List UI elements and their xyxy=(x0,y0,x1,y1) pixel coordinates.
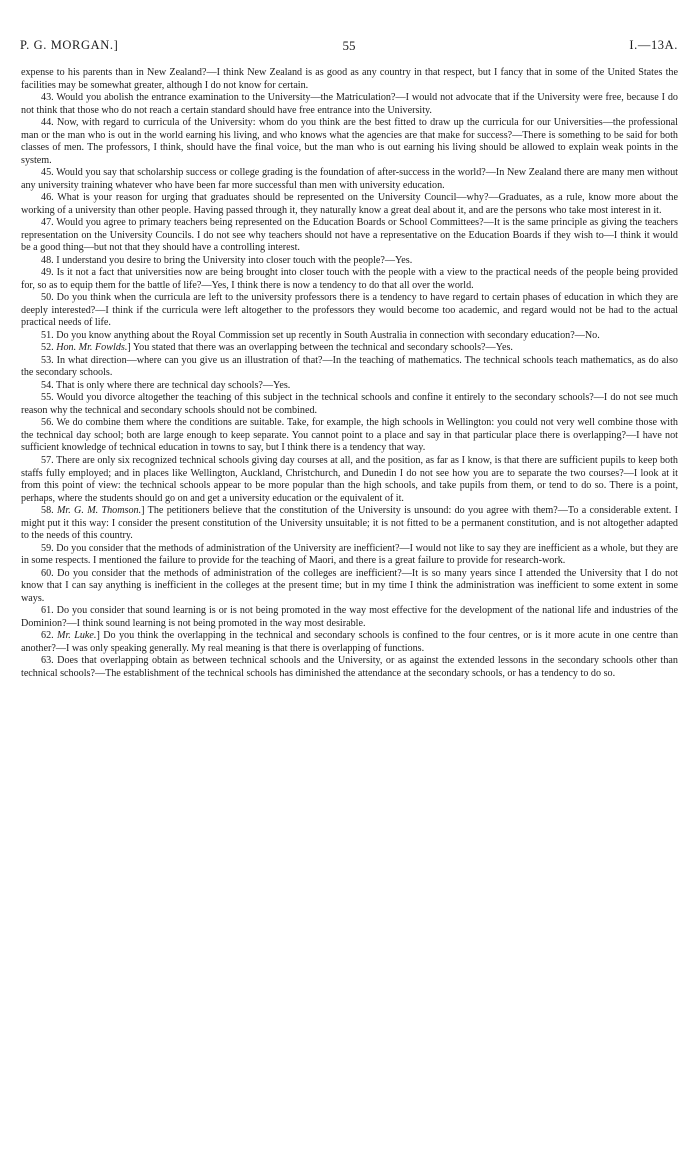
paragraph xyxy=(21,568,678,606)
question-number: 52. xyxy=(41,342,57,354)
paragraph-text: 44. Now, with regard to curricula of the University: whom do you think are the best fitted to draw up the curricula for our Universities—the professional man or the man who is out in the world earning his living, and who knows what the agencies are that make for success?—There is something to be said for both classes of men. The professors, I think, should have the final voice, but the man who is out earning his living should be allowed to explain weak points in the system. xyxy=(21,117,678,166)
paragraph xyxy=(21,292,678,330)
paragraph xyxy=(21,455,678,505)
paragraph-text: 43. Would you abolish the entrance examination to the University—the Matriculation?—I would not advocate that if the University were free, because I do not think that those who do not reach a certain standard should have free entrance into the University. xyxy=(21,92,678,116)
paragraph xyxy=(21,543,678,568)
paragraph-text: 54. That is only where there are technical day schools?—Yes. xyxy=(41,379,291,391)
paragraph-text: ] The petitioners believe that the constitution of the University is unsound: do you agree with them?—To a considerable extent. I might put it this way: I consider the present constitution of the University unsuitable; it is not fitted to be a permanent constitution, and is not altogether adapted to the needs of this country. xyxy=(21,505,678,542)
paragraph xyxy=(21,342,678,355)
paragraph xyxy=(21,605,678,630)
paragraph-text: 59. Do you consider that the methods of administration of the University are inefficient?—I would not like to say they are inefficient as a whole, but they are in some respects. I mentioned the failure to provide for the teaching of Maori, and there is a great failure to provide for research-work. xyxy=(21,542,678,567)
paragraph-text: 47. Would you agree to primary teachers being represented on the Education Boards or School Committees?—It is the same principle as giving the teachers representation on the University Councils. I do not see why teachers should not have a representative on the Education Boards if they wish to—I think it would be a good thing—but not that they should have a controlling interest. xyxy=(21,217,678,254)
document-body xyxy=(21,67,678,680)
paragraph xyxy=(21,255,678,268)
paragraph xyxy=(21,355,678,380)
paragraph-text: 53. In what direction—where can you give us an illustration of that?—In the teaching of mathematics. The technical schools teach mathematics, as do also the secondary schools. xyxy=(21,354,678,379)
paragraph-text: 63. Does that overlapping obtain as between technical schools and the University, or as against the extended lessons in the secondary schools other than technical schools?—The establishment of the technical schools has diminished the attendance at the secondary schools, or has a tendency to do so. xyxy=(21,655,678,679)
paragraph-text: 48. I understand you desire to bring the University into closer touch with the people?—Yes. xyxy=(41,254,413,266)
paragraph xyxy=(21,380,678,393)
paragraph xyxy=(21,67,678,92)
paragraph xyxy=(21,505,678,543)
question-number: 58. xyxy=(41,505,57,517)
paragraph-text: 60. Do you consider that the methods of administration of the colleges are inefficient?—It is so many years since I attended the University that I do not know that I can say anything is inefficient in the colleges at the present time; but in my time I think the administration was inefficient to some extent in some ways. xyxy=(21,567,678,604)
document-reference: I.—13A. xyxy=(629,38,678,52)
page-number: 55 xyxy=(342,38,356,53)
paragraph xyxy=(21,417,678,455)
paragraph xyxy=(21,217,678,255)
paragraph-text: expense to his parents than in New Zealand?—I think New Zealand is as good as any country in that respect, but I fancy that in some of the United States the facilities may be somewhat greater, although I do not know for certain. xyxy=(21,67,678,91)
question-number: 62. xyxy=(41,630,58,642)
paragraph-text: 51. Do you know anything about the Royal Commission set up recently in South Australia in connection with secondary education?—No. xyxy=(41,329,600,341)
paragraph-text: 55. Would you divorce altogether the teaching of this subject in the technical schools and confine it entirely to the secondary schools?—I do not see much reason why the technical and secondary schools should not be combined. xyxy=(21,392,678,416)
paragraph-text: 46. What is your reason for urging that graduates should be represented on the University Council—why?—Graduates, as a rule, know more about the working of a university than other people. Having passed through it, they naturally know a great deal about it, and are the persons who take most interest in it. xyxy=(21,192,678,216)
paragraph xyxy=(21,267,678,292)
paragraph xyxy=(21,630,678,655)
speaker-name: Mr. G. M. Thomson. xyxy=(56,505,142,517)
paragraph xyxy=(21,92,678,117)
paragraph xyxy=(21,117,678,167)
paragraph-text: 45. Would you say that scholarship success or college grading is the foundation of after-success in the world?—In New Zealand there are many men without any university training whatever who have been far more successful than men with university education. xyxy=(21,167,678,191)
page-header xyxy=(20,38,678,56)
speaker-name: Hon. Mr. Fowlds. xyxy=(56,342,128,354)
paragraph-text: ] You stated that there was an overlapping between the technical and secondary schools?—Yes. xyxy=(127,342,513,354)
header-author: P. G. MORGAN.] xyxy=(20,38,119,52)
paragraph-text: ] Do you think the overlapping in the technical and secondary schools is confined to the four centres, or is it more acute in one centre than another?—I was only speaking generally. My real meaning is that there is overlapping of functions. xyxy=(21,630,678,654)
speaker-name: Mr. Luke. xyxy=(57,630,97,642)
paragraph-text: 57. There are only six recognized technical schools giving day courses at all, and the position, as far as I know, is that there are sufficient pupils to keep both staffs fully employed; and in places like Wellington, Auckland, Christchurch, and Dunedin I do not see how you are to separate the two courses?—I look at it from this point of view: the technical schools appear to be more popular than the high schools, and take pupils from them, or tend to do so. There is a point, perhaps, where the students should go on and get a university education or the equivalent of it. xyxy=(21,454,678,504)
paragraph-text: 56. We do combine them where the conditions are suitable. Take, for example, the high schools in Wellington: you could not very well combine those with the technical day school; both are large enough to keep separate. You cannot point to a place and say in that particular place there is overlapping?—I have not sufficient knowledge of technical education in towns to say, but I think there is a tendency that way. xyxy=(21,417,678,454)
paragraph-text: 50. Do you think when the curricula are left to the university professors there is a tendency to have regard to certain phases of education in which they are deeply interested?—I think if the curricula were left altogether to the professors they would become too academic, and regard would not be had to the actual practical needs of life. xyxy=(21,292,678,329)
paragraph-text: 49. Is it not a fact that universities now are being brought into closer touch with the people with a view to the practical needs of the people being provided for, so as to equip them for the battle of life?—Yes, I think there is now a tendency to do that all over the world. xyxy=(21,267,678,291)
paragraph xyxy=(21,655,678,680)
paragraph xyxy=(21,392,678,417)
paragraph xyxy=(21,330,678,343)
paragraph xyxy=(21,192,678,217)
paragraph xyxy=(21,167,678,192)
paragraph-text: 61. Do you consider that sound learning is or is not being promoted in the way most effective for the development of the national life and industries of the Dominion?—I think sound learning is not being promoted in the way most desirable. xyxy=(21,605,678,629)
